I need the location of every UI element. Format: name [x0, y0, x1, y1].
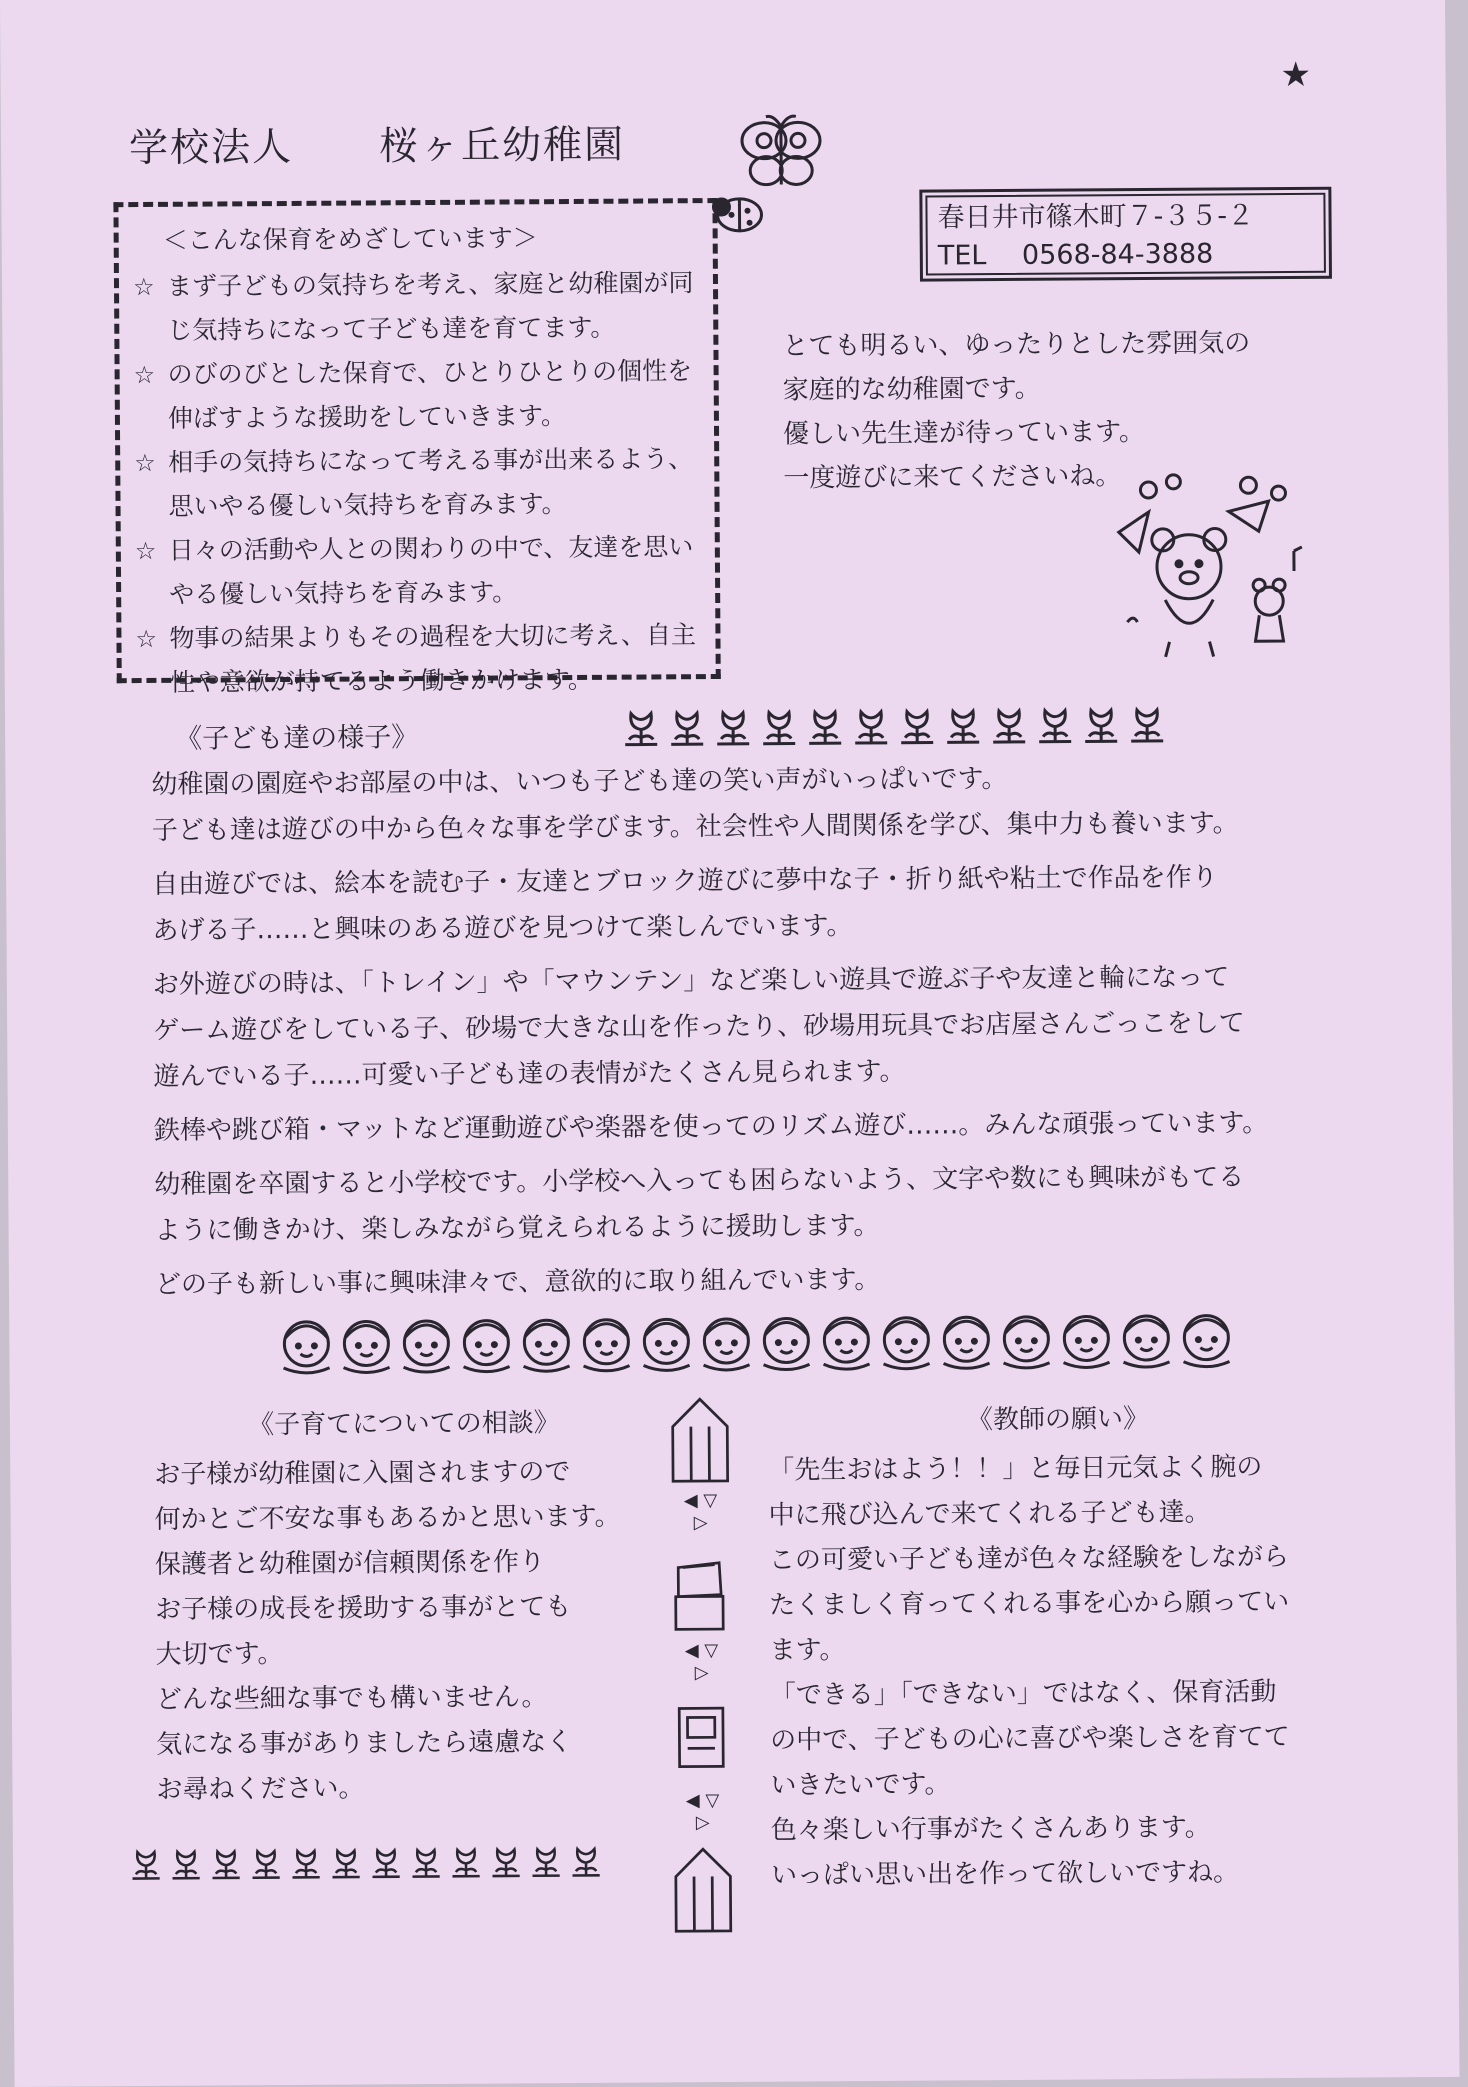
teacher-wish-line: 「できる」「できない」ではなく、保育活動 [769, 1677, 1277, 1711]
address-line: 春日井市篠木町７-３５-２ [937, 200, 1255, 234]
policy-item [134, 437, 705, 529]
flower-icon [943, 705, 983, 745]
teacher-wish-line: 色々楽しい行事がたくさんあります。 [770, 1812, 1211, 1846]
child-face-icon [337, 1315, 395, 1375]
pencil-icon [660, 1390, 741, 1491]
child-face-icon [277, 1316, 335, 1376]
child-face-icon [577, 1314, 635, 1374]
flower-icon [897, 705, 937, 745]
teacher-wish-line: いっぱい思い出を作って欲しいですね。 [771, 1857, 1240, 1891]
child-face-icon [1117, 1310, 1175, 1370]
child-face-icon [457, 1314, 515, 1374]
child-face-icon [877, 1312, 935, 1372]
child-face-icon [517, 1314, 575, 1374]
corner-star-icon: ★ [1280, 54, 1312, 96]
flower-icon [489, 1844, 523, 1878]
policy-text: 相手の気持ちになって考える事が出来るよう、思いやる優しい気持ちを育みます。 [168, 444, 694, 521]
pencil-icon [662, 1690, 743, 1791]
consultation-line: お尋ねください。 [156, 1773, 365, 1805]
flower-icon [989, 705, 1029, 745]
star-outline-icon: ☆ [132, 272, 155, 302]
flower-icon [621, 707, 661, 747]
consultation-line: 気になる事がありましたら遠慮なく [156, 1727, 573, 1760]
child-face-icon [1057, 1310, 1115, 1370]
flower-icon [667, 707, 707, 747]
teacher-wish-line: 中に飛び込んで来てくれる子ども達。 [768, 1497, 1211, 1531]
flower-icon [529, 1844, 563, 1878]
child-face-icon [997, 1311, 1055, 1371]
corporation-type: 学校法人 [128, 124, 294, 172]
flower-icon [409, 1845, 443, 1879]
consultation-section [154, 1400, 657, 1812]
flower-icon [713, 707, 753, 747]
policy-box [113, 198, 720, 697]
teacher-wish-line: この可愛い子ども達が色々な経験をしながら [768, 1542, 1290, 1576]
teacher-wish-title: 《教師の願い》 [966, 1404, 1150, 1436]
flower-icon [129, 1847, 163, 1881]
children-section-body [151, 754, 1335, 1316]
child-face-icon [397, 1315, 455, 1375]
policy-item [133, 261, 704, 353]
butterfly-icon [736, 112, 827, 193]
policy-item [135, 613, 706, 705]
child-face-icon [817, 1312, 875, 1372]
paragraph: 幼稚園の園庭やお部屋の中は、いつも子ども達の笑い声がいっぱいです。 子ども達は遊びの中から色々な事を学びます。社会性や人間関係を学び、集中力も養います。 [151, 763, 1239, 846]
policy-item [135, 525, 706, 617]
flower-icon [169, 1847, 203, 1881]
paragraph: 鉄棒や跳び箱・マットなど運動遊びや楽器を使ってのリズム遊び……。みんな頑張っています。 [153, 1108, 1269, 1146]
teacher-wish-line: 「先生おはよう！！」と毎日元気よく腕の [768, 1452, 1263, 1486]
pencil-icon [661, 1540, 742, 1641]
children-faces-border [277, 1309, 1235, 1376]
teacher-wish-line: いきたいです。 [770, 1769, 951, 1801]
star-outline-icon: ☆ [134, 536, 157, 566]
teacher-wish-line: の中で、子どもの心に喜びや楽しさを育てて [770, 1722, 1290, 1756]
intro-line: 優しい先生達が待っています。 [782, 417, 1146, 450]
consultation-line: 大切です。 [155, 1639, 284, 1670]
child-face-icon [1177, 1309, 1235, 1369]
intro-line: 家庭的な幼稚園です。 [782, 373, 1041, 406]
policy-text: まず子どもの気持ちを考え、家庭と幼稚園が同じ気持ちになって子ども達を育てます。 [166, 268, 694, 345]
bear-icon [1108, 471, 1309, 662]
flower-icon [569, 1844, 603, 1878]
teacher-wish-section [768, 1396, 1351, 1899]
paragraph: 自由遊びでは、絵本を読む子・友達とブロック遊びに夢中な子・折り紙や粘土で作品を作り あげる子……と興味のある遊びを見つけて楽しんでいます。 [152, 862, 1218, 946]
triangle-decor-icon: ◀ ▽ ▷ [684, 1640, 719, 1684]
child-face-icon [637, 1313, 695, 1373]
children-section-title: 《子ども達の様子》 [175, 722, 419, 755]
child-face-icon [757, 1312, 815, 1372]
policy-text: 日々の活動や人との関わりの中で、友達を思いやる優しい気持ちを育みます。 [168, 532, 694, 609]
policy-item [133, 349, 704, 441]
flower-border [621, 704, 1167, 748]
pencil-icon [663, 1840, 744, 1941]
policy-text: のびのびとした保育で、ひとりひとりの個性を伸ばすような援助をしていきます。 [167, 356, 693, 433]
flower-icon [329, 1846, 363, 1880]
flower-icon [805, 706, 845, 746]
child-face-icon [937, 1311, 995, 1371]
child-face-icon [697, 1313, 755, 1373]
star-outline-icon: ☆ [135, 624, 158, 654]
flower-icon [1127, 704, 1167, 744]
page-title [129, 114, 625, 173]
phone-line: TEL 0568-84-3888 [937, 238, 1214, 272]
triangle-decor-icon: ◀ ▽ ▷ [683, 1490, 718, 1534]
consultation-title: 《子育てについての相談》 [248, 1408, 560, 1441]
flower-icon [759, 706, 799, 746]
address-box [919, 187, 1332, 282]
kindergarten-name: 桜ヶ丘幼稚園 [378, 122, 626, 170]
consultation-line: どんな些細な事でも構いません。 [155, 1682, 548, 1715]
paragraph: 幼稚園を卒園すると小学校です。小学校へ入っても困らないよう、文字や数にも興味がもてる ように働きかけ、楽しみながら覚えられるように援助します。 [154, 1162, 1245, 1246]
policy-heading: ＜こんな保育をめざしています＞ [162, 223, 538, 255]
consultation-line: お子様の成長を援助する事がとても [155, 1592, 572, 1625]
triangle-decor-icon: ◀ ▽ ▷ [685, 1790, 720, 1834]
flower-icon [1081, 704, 1121, 744]
flower-icon [1035, 705, 1075, 745]
policy-text: 物事の結果よりもその過程を大切に考え、自主性や意欲が持てるよう働きかけます。 [169, 620, 697, 697]
flower-icon [209, 1846, 243, 1880]
teacher-wish-line: ます。 [769, 1635, 846, 1666]
flower-icon [449, 1845, 483, 1879]
paragraph: お外遊びの時は、「トレイン」や「マウンテン」など楽しい遊具で遊ぶ子や友達と輪になって ゲーム遊びをしている子、砂場で大きな山を作ったり、砂場用玩具でお店屋さんごっこをして 遊んでいる子……可愛い子ども達の表情がたくさん見られます。 [152, 962, 1245, 1092]
pencil-column [660, 1390, 744, 1941]
star-outline-icon: ☆ [134, 448, 156, 478]
consultation-line: お子様が幼稚園に入園されますので [154, 1457, 571, 1490]
consultation-line: 何かとご不安な事もあるかと思います。 [154, 1501, 621, 1535]
flower-icon [289, 1846, 323, 1880]
flower-icon [851, 706, 891, 746]
flower-border [129, 1844, 603, 1881]
paragraph: どの子も新しい事に興味津々で、意欲的に取り組んでいます。 [154, 1264, 881, 1300]
consultation-line: 保護者と幼稚園が信頼関係を作り [154, 1547, 546, 1580]
flower-icon [249, 1846, 283, 1880]
ladybug-icon [711, 185, 767, 235]
star-outline-icon: ☆ [133, 360, 156, 390]
flower-icon [369, 1845, 403, 1879]
teacher-wish-line: たくましく育ってくれる事を心から願ってい [769, 1587, 1290, 1621]
intro-line: とても明るい、ゆったりとした雰囲気の [782, 328, 1251, 362]
intro-line: 一度遊びに来てくださいね。 [783, 461, 1122, 494]
